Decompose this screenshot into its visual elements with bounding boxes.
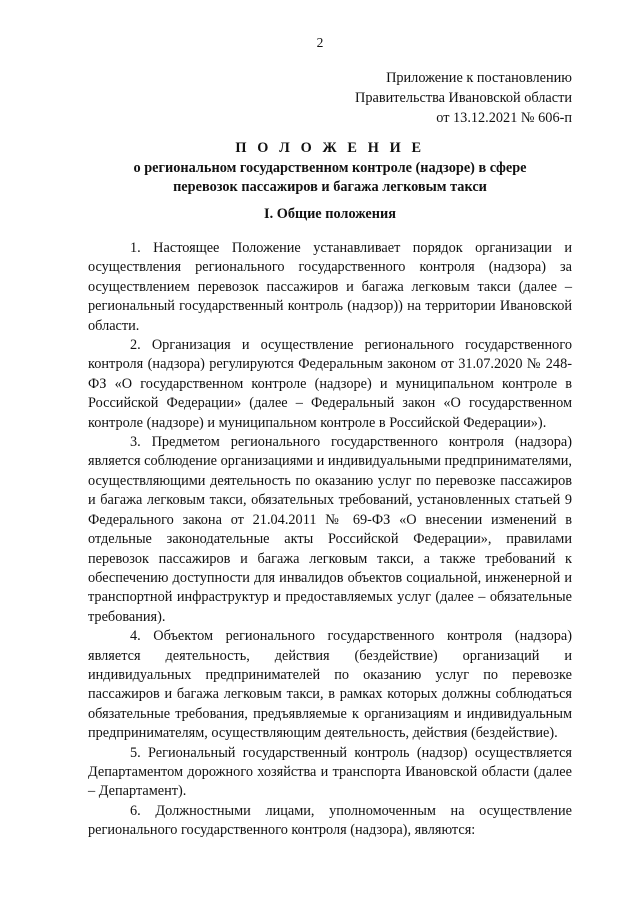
paragraph-4: 4. Объектом регионального государственного контроля (надзора) является деятельность, действия (бездействие) организаций и индивидуальных предпринимателей по оказанию услуг по перевозке пассажиров и багажа легковым такси, в рамках которых должны соблюдаться обязательные требования, предъявляемые к организациям и индивидуальным предпринимателям, осуществляющим деятельность, действия (бездействие). (88, 628, 572, 742)
title-main: П О Л О Ж Е Н И Е (235, 140, 425, 156)
appendix-line-2: Правительства Ивановской области (355, 90, 572, 106)
paragraph-1: 1. Настоящее Положение устанавливает порядок организации и осуществления регионального государственного контроля (надзора) за осуществлением перевозок пассажиров и багажа легковым такси (далее – региональный государственный контроль (надзор)) на территории Ивановской области. (88, 240, 572, 334)
paragraph-3: 3. Предметом регионального государственного контроля (надзора) является соблюдение организациями и индивидуальными предпринимателями, осуществляющими деятельность по оказанию услуг по перевозке пассажиров и багажа легковым такси, обязательных требований, установленных статьей 9 Федерального закона от 21.04.2011 № 69-ФЗ «О внесении изменений в отдельные законодательные акты Российской Федерации», правилами перевозок пассажиров и багажа легковым такси, а также требований к обеспечению доступности для инвалидов объектов социальной, инженерной и транспортной инфраструктур и предоставляемых услуг (далее – обязательные требования). (88, 434, 572, 625)
appendix-line-1: Приложение к постановлению (386, 70, 572, 86)
body-text (88, 239, 572, 841)
paragraph-6: 6. Должностными лицами, уполномоченным на осуществление регионального государственного контроля (надзора), являются: (88, 802, 572, 839)
page-number: 2 (316, 35, 324, 50)
appendix-line-3: от 13.12.2021 № 606-п (436, 110, 572, 126)
title-subtitle-line-1: о региональном государственном контроле (надзоре) в сфере (133, 159, 527, 176)
section-heading: I. Общие положения (264, 206, 396, 222)
paragraph-2: 2. Организация и осуществление регионального государственного контроля (надзора) регулируются Федеральным законом от 31.07.2020 № 248-ФЗ «О государственном контроле (надзоре) и муниципальном контроле в Российской Федерации» (далее – Федеральный закон «О государственном контроле (надзоре) и муниципальном контроле в Российской Федерации»). (88, 337, 572, 431)
document-title (88, 139, 572, 198)
paragraph-5: 5. Региональный государственный контроль (надзор) осуществляется Департаментом дорожного хозяйства и транспорта Ивановской области (далее – Департамент). (88, 744, 572, 800)
appendix-reference (355, 68, 572, 128)
title-subtitle-line-2: перевозок пассажиров и багажа легковым такси (173, 179, 487, 195)
